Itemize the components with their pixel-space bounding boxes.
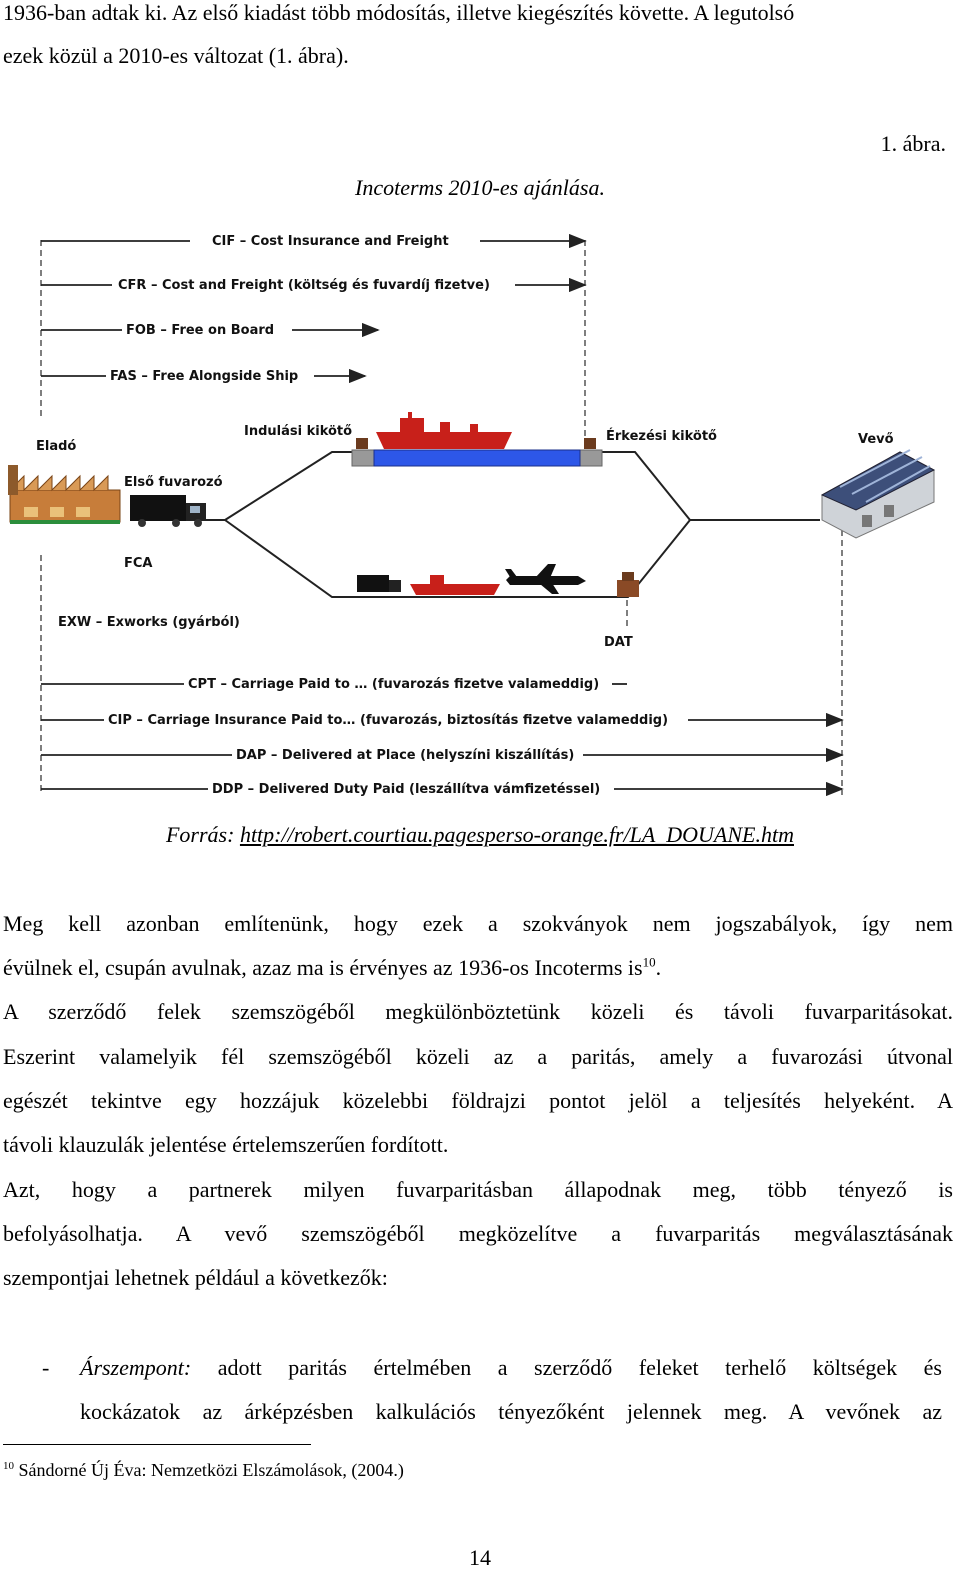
source-prefix: Forrás:: [165, 822, 240, 847]
footnote: [3, 1460, 404, 1481]
bullet-term: Árszempont:: [80, 1355, 192, 1380]
p2-line-3: egészét tekintve egy hozzájuk közelebbi földrajzi pontot jelöl a teljesítés helyeként. A: [3, 1088, 953, 1113]
seller-label: Eladó: [36, 439, 77, 454]
dat-label: DAT: [604, 635, 633, 650]
airplane-icon: [505, 564, 586, 594]
cif-label: CIF – Cost Insurance and Freight: [212, 234, 449, 249]
footnote-text: Sándorné Új Éva: Nemzetközi Elszámolások, (2004.): [14, 1460, 404, 1480]
cip-label: CIP – Carriage Insurance Paid to… (fuvarozás, biztosítás fizetve valameddig): [108, 713, 669, 728]
footnote-number: 10: [3, 1460, 14, 1472]
p2-line-4: távoli klauzulák jelentése értelemszerűen fordított.: [3, 1132, 449, 1157]
p1-line-2: [3, 955, 953, 981]
p2-line-2: Eszerint valamelyik fél szemszögéből közeli az a paritás, amely a fuvarozási útvonal: [3, 1044, 953, 1069]
cpt-label: CPT – Carriage Paid to … (fuvarozás fizetve valameddig): [188, 677, 600, 692]
ddp-label: DDP – Delivered Duty Paid (leszállítva vámfizetéssel): [212, 782, 601, 797]
factory-icon: [8, 465, 120, 524]
fca-label: FCA: [124, 556, 153, 571]
page-number: 14: [469, 1545, 491, 1570]
footnote-ref[interactable]: 10: [642, 954, 656, 970]
dat-cargo-icon: [617, 572, 639, 597]
source-link[interactable]: http://robert.courtiau.pagesperso-orange.fr/LA_DOUANE.htm: [239, 822, 794, 847]
p1-line-2-text: évülnek el, csupán avulnak, azaz ma is érvényes az 1936-os Incoterms is: [3, 955, 643, 980]
figure-number: 1. ábra.: [880, 131, 946, 156]
exw-label: EXW – Exworks (gyárból): [58, 615, 240, 630]
footnote-divider: [3, 1444, 311, 1445]
small-ship-icon: [410, 575, 500, 595]
p1-line-2-end: .: [655, 955, 662, 980]
small-truck-icon: [357, 575, 401, 592]
dap-label: DAP – Delivered at Place (helyszíni kiszállítás): [236, 748, 575, 763]
intro-line-2: ezek közül a 2010-es változat (1. ábra).: [3, 43, 349, 68]
p3-line-2: befolyásolhatja. A vevő szemszögéből megközelítve a fuvarparitás megválasztásának: [3, 1221, 953, 1246]
first-carrier-label: Első fuvarozó: [124, 475, 223, 490]
cfr-label: CFR – Cost and Freight (költség és fuvardíj fizetve): [118, 278, 490, 293]
arrival-port-block: [580, 450, 602, 466]
figure-caption: Incoterms 2010-es ajánlása.: [355, 175, 605, 200]
p1-line-1: Meg kell azonban említenünk, hogy ezek a szokványok nem jogszabályok, így nem: [3, 911, 953, 936]
departure-port-label: Indulási kikötő: [244, 424, 353, 439]
fas-label: FAS – Free Alongside Ship: [110, 369, 299, 384]
p3-line-3: szempontjai lehetnek például a következők:: [3, 1265, 388, 1290]
buyer-label: Vevő: [858, 432, 894, 447]
warehouse-icon: [822, 450, 934, 538]
intro-line-1: 1936-ban adtak ki. Az első kiadást több módosítás, illetve kiegészítés követte. A legutolsó: [3, 0, 795, 25]
truck-icon: [130, 495, 206, 527]
figure-source: [0, 822, 960, 848]
departure-port-block: [352, 450, 374, 466]
incoterms-diagram: [0, 220, 960, 810]
arrival-port-label: Érkezési kikötő: [606, 429, 717, 444]
bullet-line-1-rest: adott paritás értelmében a szerződő feleket terhelő költségek és: [191, 1355, 942, 1380]
bullet-line-1: [80, 1355, 942, 1381]
bullet-dash: -: [42, 1355, 50, 1380]
p3-line-1: Azt, hogy a partnerek milyen fuvarparitásban állapodnak meg, több tényező is: [3, 1177, 953, 1202]
sea-route: [374, 450, 580, 466]
bullet-line-2: kockázatok az árképzésben kalkulációs tényezőként jelennek meg. A vevőnek az: [80, 1399, 942, 1424]
fob-label: FOB – Free on Board: [126, 323, 275, 338]
ship-icon: [376, 412, 512, 449]
p2-line-1: A szerződő felek szemszögéből megkülönböztetünk közeli és távoli fuvarparitásokat.: [3, 999, 953, 1024]
